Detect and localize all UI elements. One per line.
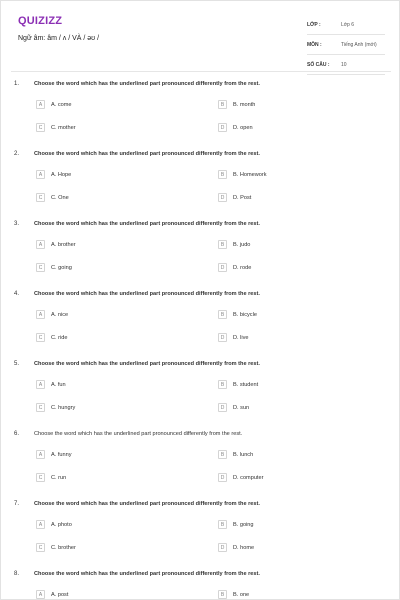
option-text: D. Post — [233, 194, 252, 201]
option-text: D. rode — [233, 264, 252, 271]
option-text: B. lunch — [233, 451, 254, 458]
question-stem: Choose the word which has the underlined part pronounced differently from the rest. — [34, 431, 243, 437]
option-letter-box: B — [218, 170, 227, 179]
option-letter-box: A — [36, 450, 45, 459]
option-letter-box: A — [36, 100, 45, 109]
option-text: C. hungry — [51, 404, 76, 411]
option-text: A. post — [51, 591, 69, 598]
meta-row-question-count — [307, 55, 385, 75]
option-a[interactable] — [36, 240, 76, 249]
question-stem: Choose the word which has the underlined part pronounced differently from the rest. — [34, 151, 260, 157]
option-letter-box: A — [36, 520, 45, 529]
meta-value: 10 — [341, 61, 347, 68]
option-letter-box: C — [36, 333, 45, 342]
question-number: 6. — [14, 431, 20, 437]
option-letter-box: C — [36, 263, 45, 272]
option-text: B. one — [233, 591, 250, 598]
question-number: 1. — [14, 81, 20, 87]
option-letter-box: A — [36, 170, 45, 179]
option-c[interactable] — [36, 193, 69, 202]
option-a[interactable] — [36, 170, 71, 179]
option-a[interactable] — [36, 100, 72, 109]
option-text: C. mother — [51, 124, 76, 131]
option-c[interactable] — [36, 543, 76, 552]
option-b[interactable] — [218, 380, 258, 389]
option-text: A. brother — [51, 241, 76, 248]
option-letter-box: C — [36, 543, 45, 552]
option-letter-box: B — [218, 380, 227, 389]
option-letter-box: B — [218, 590, 227, 599]
option-d[interactable] — [218, 543, 254, 552]
option-letter-box: C — [36, 403, 45, 412]
option-letter-box: B — [218, 520, 227, 529]
option-d[interactable] — [218, 123, 253, 132]
option-text: D. sun — [233, 404, 250, 411]
option-text: D. open — [233, 124, 253, 131]
option-letter-box: D — [218, 123, 227, 132]
question-number: 3. — [14, 221, 20, 227]
option-b[interactable] — [218, 170, 267, 179]
option-letter-box: D — [218, 403, 227, 412]
option-b[interactable] — [218, 100, 255, 109]
question-stem: Choose the word which has the underlined part pronounced differently from the rest. — [34, 81, 260, 87]
question-number: 8. — [14, 571, 20, 577]
question-number: 4. — [14, 291, 20, 297]
question-number: 7. — [14, 501, 20, 507]
option-letter-box: D — [218, 543, 227, 552]
option-letter-box: B — [218, 450, 227, 459]
option-c[interactable] — [36, 263, 72, 272]
option-a[interactable] — [36, 310, 68, 319]
option-text: A. Hope — [51, 171, 72, 178]
question-stem: Choose the word which has the underlined part pronounced differently from the rest. — [34, 221, 260, 227]
option-text: A. come — [51, 101, 72, 108]
option-text: D. home — [233, 544, 255, 551]
option-d[interactable] — [218, 263, 251, 272]
option-b[interactable] — [218, 450, 253, 459]
option-text: C. brother — [51, 544, 76, 551]
meta-label: SỐ CÂU : — [307, 61, 330, 68]
option-b[interactable] — [218, 590, 249, 599]
question-number: 5. — [14, 361, 20, 367]
option-a[interactable] — [36, 590, 68, 599]
option-text: C. One — [51, 194, 69, 201]
option-c[interactable] — [36, 473, 66, 482]
option-letter-box: A — [36, 310, 45, 319]
option-letter-box: A — [36, 380, 45, 389]
option-d[interactable] — [218, 193, 251, 202]
option-text: A. photo — [51, 521, 72, 528]
option-letter-box: D — [218, 473, 227, 482]
option-text: D. live — [233, 334, 249, 341]
option-text: A. nice — [51, 311, 69, 318]
header-divider — [11, 71, 391, 72]
meta-value: Tiếng Anh (mới) — [341, 41, 377, 48]
meta-label: LỚP : — [307, 21, 321, 28]
question-stem: Choose the word which has the underlined part pronounced differently from the rest. — [34, 291, 260, 297]
question-stem: Choose the word which has the underlined part pronounced differently from the rest. — [34, 501, 260, 507]
option-c[interactable] — [36, 403, 75, 412]
option-text: C. going — [51, 264, 72, 271]
worksheet-meta — [307, 15, 385, 75]
option-a[interactable] — [36, 450, 72, 459]
option-text: B. Homework — [233, 171, 267, 178]
option-text: A. funny — [51, 451, 72, 458]
option-d[interactable] — [218, 333, 249, 342]
option-letter-box: C — [36, 473, 45, 482]
worksheet-title: Ngữ âm: âm / ʌ / VÀ / əʊ / — [18, 35, 100, 42]
option-text: C. run — [51, 474, 67, 481]
option-letter-box: B — [218, 310, 227, 319]
option-letter-box: C — [36, 193, 45, 202]
option-letter-box: C — [36, 123, 45, 132]
option-c[interactable] — [36, 333, 67, 342]
option-b[interactable] — [218, 310, 257, 319]
option-letter-box: A — [36, 240, 45, 249]
option-letter-box: B — [218, 100, 227, 109]
option-text: B. bicycle — [233, 311, 257, 318]
option-letter-box: D — [218, 193, 227, 202]
option-letter-box: A — [36, 590, 45, 599]
meta-row-class — [307, 15, 385, 35]
question-stem: Choose the word which has the underlined part pronounced differently from the rest. — [34, 361, 260, 367]
option-letter-box: B — [218, 240, 227, 249]
question-stem: Choose the word which has the underlined part pronounced differently from the rest. — [34, 571, 260, 577]
option-b[interactable] — [218, 520, 254, 529]
option-text: B. month — [233, 101, 256, 108]
option-text: B. judo — [233, 241, 251, 248]
option-c[interactable] — [36, 123, 76, 132]
option-letter-box: D — [218, 263, 227, 272]
option-d[interactable] — [218, 473, 263, 482]
option-d[interactable] — [218, 403, 249, 412]
option-text: D. computer — [233, 474, 264, 481]
option-a[interactable] — [36, 380, 66, 389]
option-a[interactable] — [36, 520, 72, 529]
option-b[interactable] — [218, 240, 250, 249]
meta-label: MÔN : — [307, 41, 322, 48]
meta-row-subject — [307, 35, 385, 55]
option-text: A. fun — [51, 381, 66, 388]
quizizz-logo: QUIZIZZ — [18, 15, 63, 27]
option-letter-box: D — [218, 333, 227, 342]
meta-value: Lớp 6 — [341, 21, 355, 28]
option-text: B. student — [233, 381, 259, 388]
option-text: C. ride — [51, 334, 68, 341]
option-text: B. going — [233, 521, 254, 528]
question-number: 2. — [14, 151, 20, 157]
